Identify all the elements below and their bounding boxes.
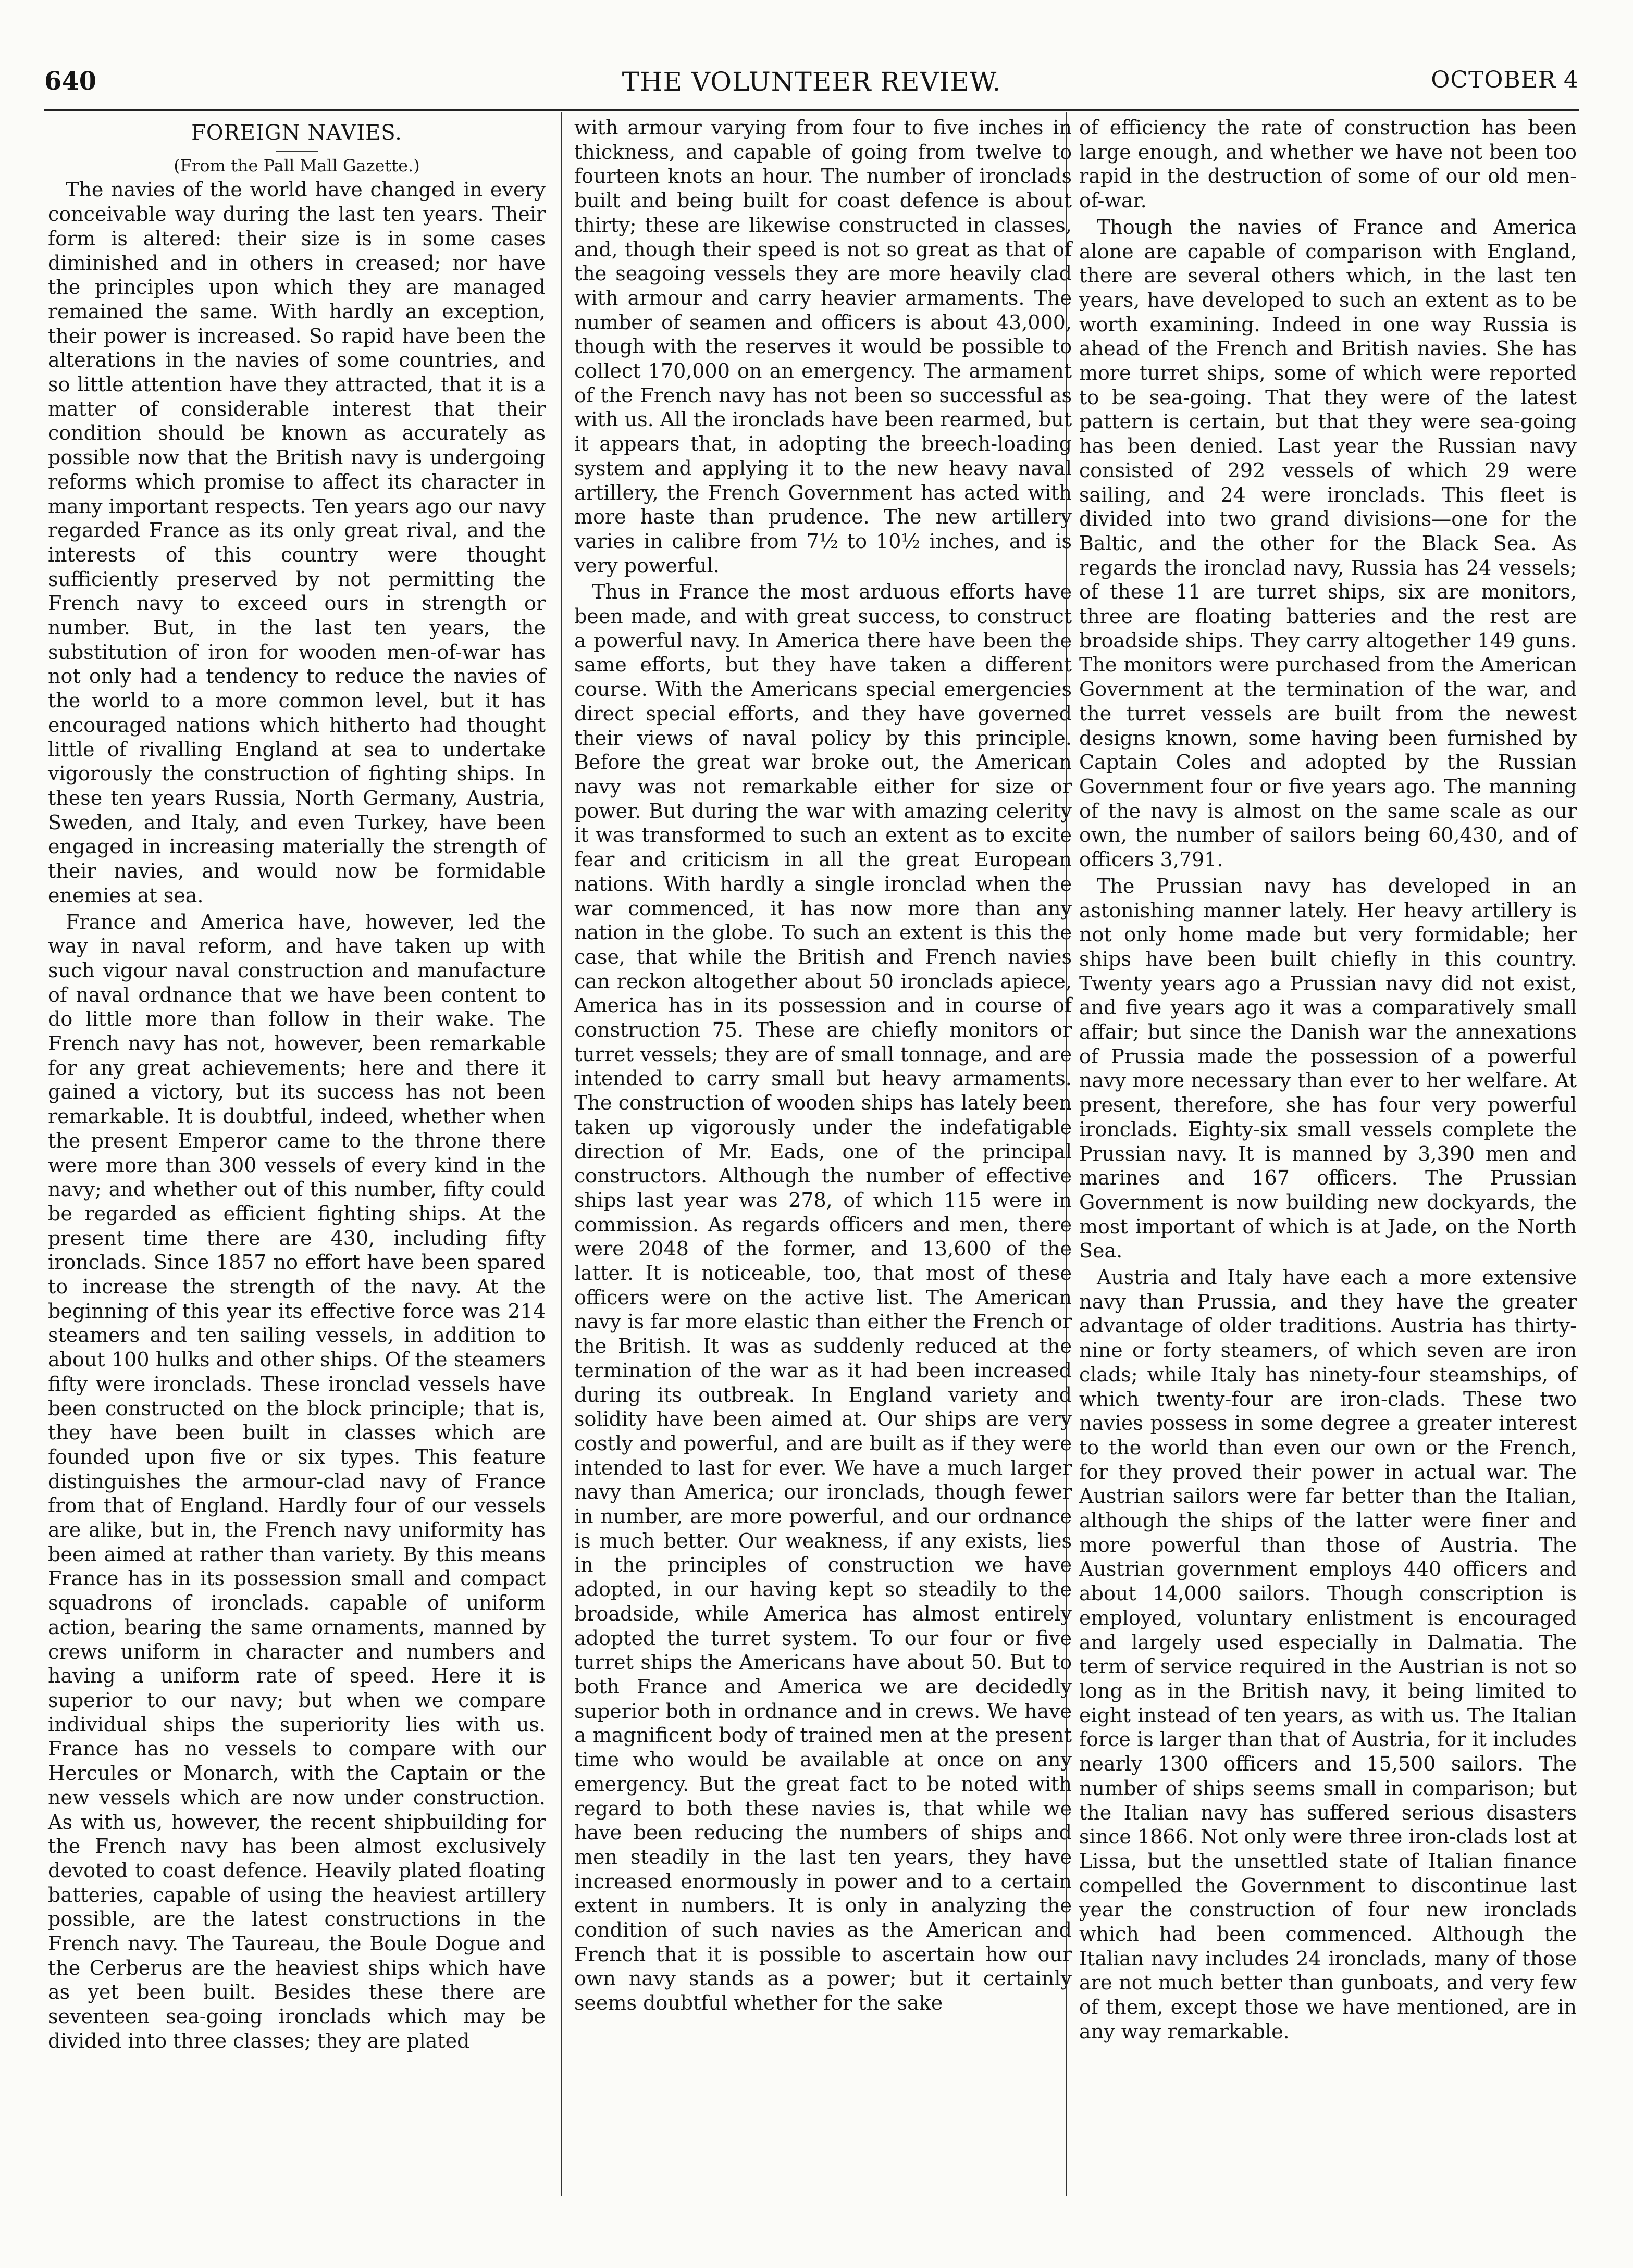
article-title: FOREIGN NAVIES. (191, 121, 402, 145)
paragraph: of efficiency the rate of construction has been large enough, and whether we have not been too rapid in the destruction of some of our old men-of-war. (1079, 116, 1577, 213)
paragraph: The Prussian navy has developed in an astonishing manner lately. Her heavy artillery is not only home made but very formidable; her ships have been built chiefly in this country. Twenty years ago a Prussian navy did not exist, and five years ago it was a comparatively small affair; but since the Danish war the annexations of Prussia made the possession of a powerful navy more necessary than ever to her welfare. At present, therefore, she has four very powerful ironclads. Eighty-six small vessels complete the Prussian navy. It is manned by 3,390 men and marines and 167 officers. The Prussian Government is now building new dockyards, the most important of which is at Jade, on the North Sea. (1079, 874, 1577, 1263)
paragraph: Austria and Italy have each a more extensive navy than Prussia, and they have the greater advantage of older traditions. Austria has thirty-nine or forty steamers, of which seven are iron clads; while Italy has ninety-four steamships, of which twenty-four are iron-clads. These two navies possess in some degree a greater interest to the world than even our own or the French, for they proved their power in actual war. The Austrian sailors were far better than the Italian, although the ships of the latter were finer and more powerful than those of Austria. The Austrian government employs 440 officers and about 14,000 sailors. Though conscription is employed, voluntary enlistment is encouraged and largely used especially in Dalmatia. The term of service required in the Austrian is not so long as in the British navy, it being limited to eight instead of ten years, as with us. The Italian force is larger than that of Austria, for it includes nearly 1300 officers and 15,500 sailors. The number of ships seems small in comparison; but the Italian navy has suffered serious disasters since 1866. Not only were three iron-clads lost at Lissa, but the unsettled state of Italian finance compelled the Government to discontinue last year the construction of four new ironclads which had been commenced. Although the Italian navy includes 24 ironclads, many of those are not much better than gunboats, and very few of them, except those we have mentioned, are in any way remarkable. (1079, 1266, 1577, 2043)
article-source: (From the Pall Mall Gazette.) (174, 155, 420, 176)
column-3 (1079, 116, 1577, 2044)
header-rule (44, 109, 1579, 111)
page-number: 640 (44, 67, 97, 96)
masthead: THE VOLUNTEER REVIEW. (622, 67, 1001, 97)
paragraph: The navies of the world have changed in every conceivable way during the last ten years. Their form is altered: their size is in some cases diminished and in others in creased; nor have the principles upon which they are managed remained the same. With hardly an exception, their power is increased. So rapid have been the alterations in the navies of some countries, and so little attention have they attracted, that it is a matter of considerable interest that their condition should be known as accurately as possible now that the British navy is undergoing reforms which promise to affect its character in many important respects. Ten years ago our navy regarded France as its only great rival, and the interests of this country were thought sufficiently preserved by not permitting the French navy to exceed ours in strength or number. But, in the last ten years, the substitution of iron for wooden men-of-war has not only had a tendency to reduce the navies of the world to a more common level, but it has encouraged nations which hitherto had thought little of rivalling England at sea to undertake vigorously the construction of fighting ships. In these ten years Russia, North Germany, Austria, Sweden, and Italy, and even Turkey, have been engaged in increasing materially the strength of their navies, and would now be formidable enemies at sea. (48, 178, 546, 907)
paragraph: France and America have, however, led the way in naval reform, and have taken up with such vigour naval construction and manufacture of naval ordnance that we have been content to do little more than follow in their wake. The French navy has not, however, been remarkable for any great achievements; here and there it gained a victory, but its success has not been remarkable. It is doubtful, indeed, whether when the present Emperor came to the throne there were more than 300 vessels of every kind in the navy; and whether out of this number, fifty could be regarded as efficient fighting ships. At the present time there are 430, including fifty ironclads. Since 1857 no effort have been spared to increase the strength of the navy. At the beginning of this year its effective force was 214 steamers and ten sailing vessels, in addition to about 100 hulks and other ships. Of the steamers fifty were ironclads. These ironclad vessels have been constructed on the block principle; that is, they have been built in classes which are founded upon five or six types. This feature distinguishes the armour-clad navy of France from that of England. Hardly four of our vessels are alike, but in, the French navy uniformity has been aimed at rather than variety. By this means France has in its possession small and compact squadrons of ironclads. capable of uniform action, bearing the same ornaments, manned by crews uniform in character and numbers and having a uniform rate of speed. Here it is superior to our navy; but when we compare individual ships the superiority lies with us. France has no vessels to compare with our Hercules or Monarch, with the Captain or the new vessels which are now under construction. As with us, however, the recent shipbuilding for the French navy has been almost exclusively devoted to coast defence. Heavily plated floating batteries, capable of using the heaviest artillery possible, are the latest constructions in the French navy. The Taureau, the Boule Dogue and the Cerberus are the heaviest ships which have as yet been built. Besides these there are seventeen sea-going ironclads which may be divided into three classes; they are plated (48, 910, 546, 2052)
title-rule (276, 151, 318, 152)
paragraph: Though the navies of France and America alone are capable of comparison with England, there are several others which, in the last ten years, have developed to such an extent as to be worth examining. Indeed in one way Russia is ahead of the French and British navies. She has more turret ships, some of which were reported to be sea-going. That they were of the latest pattern is certain, but that they were sea-going has been denied. Last year the Russian navy consisted of 292 vessels of which 29 were sailing, and 24 were ironclads. This fleet is divided into two grand divisions—one for the Baltic, and the other for the Black Sea. As regards the ironclad navy, Russia has 24 vessels; of these 11 are turret ships, six are monitors, three are floating batteries and the rest are broadside ships. They carry altogether 149 guns. The monitors were purchased from the American Government at the termination of the war, and the turret vessels are built from the newest designs known, some having been furnished by Captain Coles and adopted by the Russian Government four or five years ago. The manning of the navy is almost on the same scale as our own, the number of sailors being 60,430, and of officers 3,791. (1079, 215, 1577, 871)
column-2 (574, 116, 1072, 2015)
paragraph: Thus in France the most arduous efforts have been made, and with great success, to construct a powerful navy. In America there have been the same efforts, but they have taken a different course. With the Americans special emergencies direct special efforts, and they have governed their views of naval policy by this principle. Before the great war broke out, the American navy was not remarkable either for size or power. But during the war with amazing celerity it was transformed to such an extent as to excite fear and criticism in all the great European nations. With hardly a single ironclad when the war commenced, it has now more than any nation in the globe. To such an extent is this the case, that while the British and French navies can reckon altogether about 50 ironclads apiece, America has in its possession and in course of construction 75. These are chiefly monitors or turret vessels; they are of small tonnage, and are intended to carry small but heavy armaments. The construction of wooden ships has lately been taken up vigorously under the indefatigable direction of Mr. Eads, one of the principal constructors. Although the number of effective ships last year was 278, of which 115 were in commission. As regards officers and men, there were 2048 of the former, and 13,600 of the latter. It is noticeable, too, that most of these officers were on the active list. The American navy is far more elastic than either the French or the British. It was as suddenly reduced at the termination of the war as it had been increased during its outbreak. In England variety and solidity have been aimed at. Our ships are very costly and powerful, and are built as if they were intended to last for ever. We have a much larger navy than America; our ironclads, though fewer in number, are more powerful, and our ordnance is much better. Our weakness, if any exists, lies in the principles of construction we have adopted, in our having kept so steadily to the broadside, while America has almost entirely adopted the turret system. To our four or five turret ships the Americans have about 50. But to both France and America we are decidedly superior both in ordnance and in crews. We have a magnificent body of trained men at the present time who would be available at once on any emergency. But the great fact to be noted with regard to both these navies is, that while we have been reducing the numbers of ships and men steadily in the last ten years, they have increased enormously in power and to a certain extent in numbers. It is only in analyzing the condition of such navies as the American and French that it is possible to ascertain how our own navy stands as a power; but it certainly seems doubtful whether for the sake (574, 580, 1072, 2015)
column-divider (561, 112, 562, 2196)
page-header (44, 67, 1579, 103)
issue-date: OCTOBER 4 (1431, 67, 1579, 93)
paragraph: with armour varying from four to five inches in thickness, and capable of going from twelve to fourteen knots an hour. The number of ironclads built and being built for coast defence is about thirty; these are likewise constructed in classes, and, though their speed is not so great as that of the seagoing vessels they are more heavily clad with armour and carry heavier armaments. The number of seamen and officers is about 43,000, though with the reserves it would be possible to collect 170,000 on an emergency. The armament of the French navy has not been so successful as with us. All the ironclads have been rearmed, but it appears that, in adopting the breech-loading system and applying it to the new heavy naval artillery, the French Government has acted with more haste than prudence. The new artillery varies in calibre from 7½ to 10½ inches, and is very powerful. (574, 116, 1072, 577)
column-1 (48, 116, 546, 2053)
